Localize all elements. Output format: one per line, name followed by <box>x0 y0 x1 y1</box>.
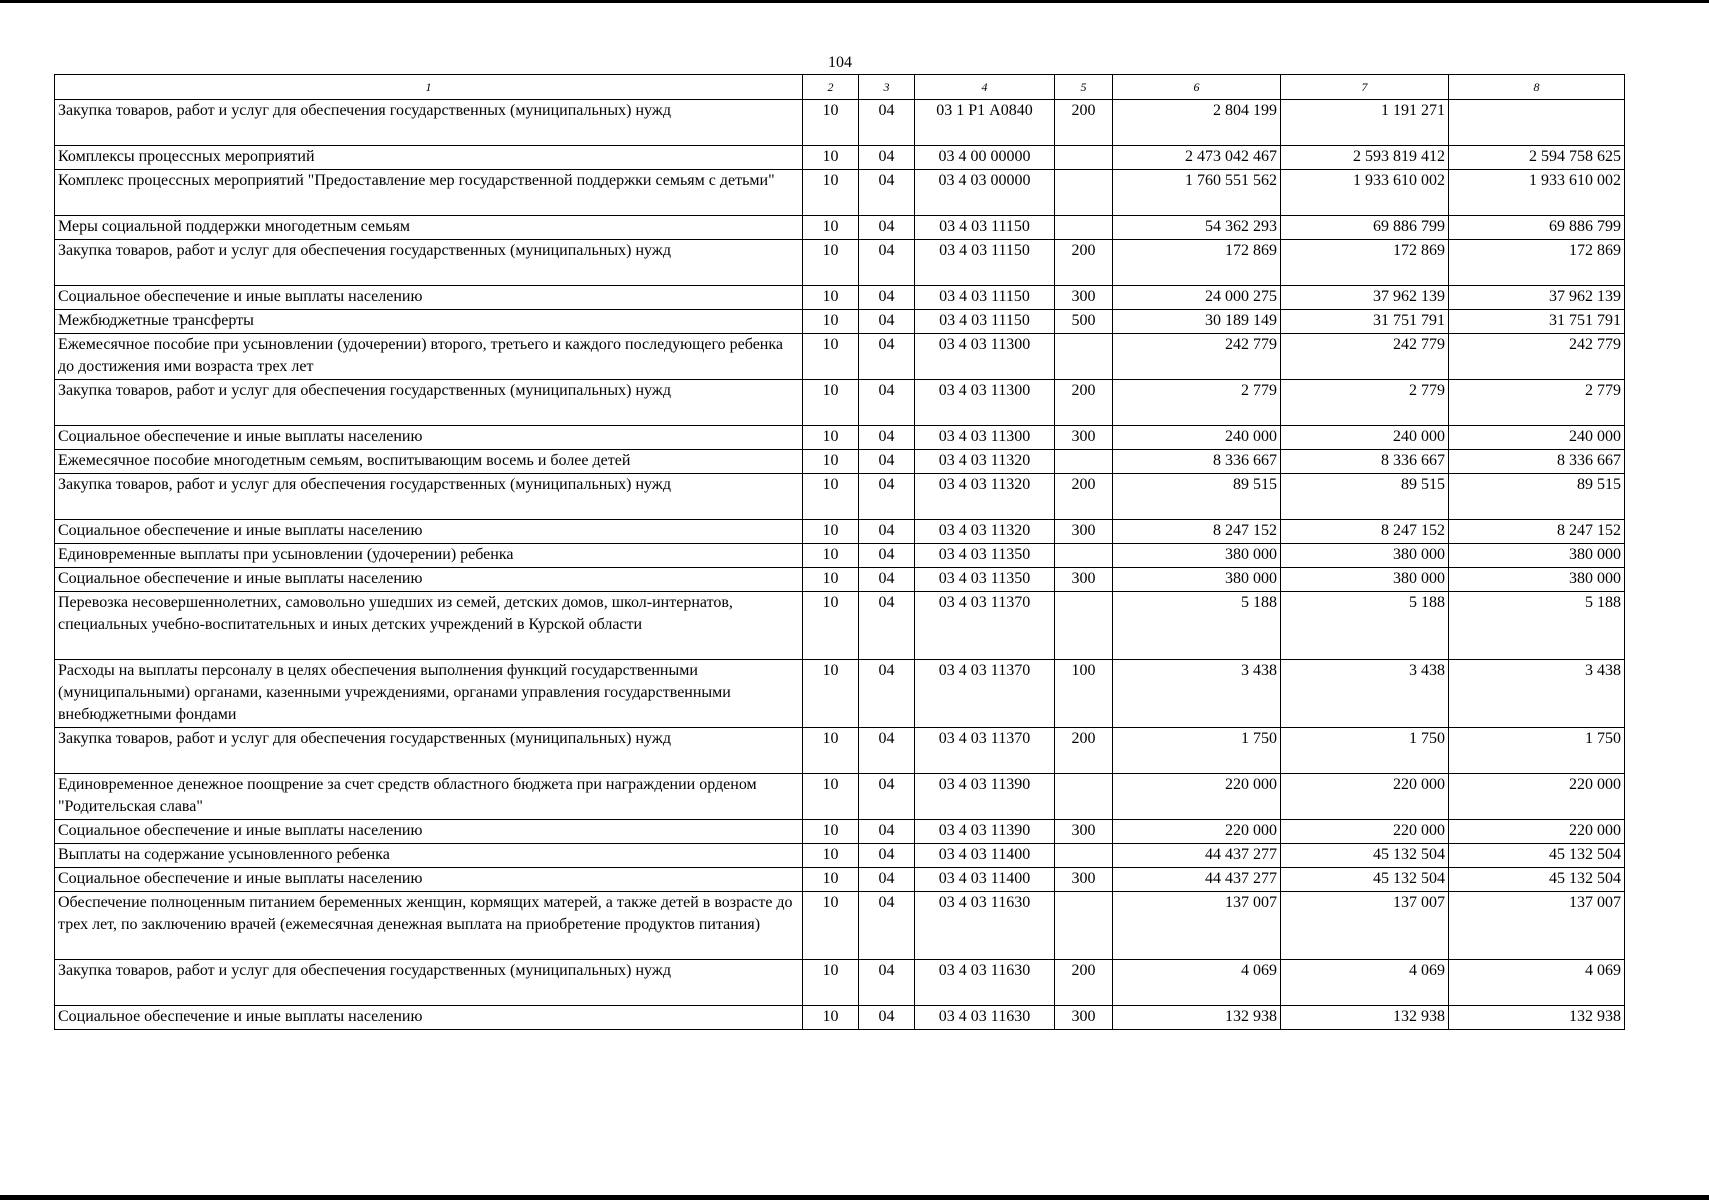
table-row <box>55 380 1625 426</box>
table-row <box>55 520 1625 544</box>
section-cell: 10 <box>803 544 859 568</box>
target-article-cell: 03 4 03 11320 <box>915 450 1055 474</box>
target-article-cell: 03 4 03 11400 <box>915 844 1055 868</box>
subsection-cell: 04 <box>859 286 915 310</box>
subsection-cell: 04 <box>859 426 915 450</box>
table-row <box>55 544 1625 568</box>
section-cell: 10 <box>803 844 859 868</box>
subsection-cell: 04 <box>859 1006 915 1030</box>
amount-col6-cell: 380 000 <box>1113 544 1281 568</box>
amount-col8-cell: 1 933 610 002 <box>1449 170 1625 216</box>
section-cell: 10 <box>803 728 859 774</box>
column-header: 6 <box>1113 75 1281 100</box>
target-article-cell: 03 4 00 00000 <box>915 146 1055 170</box>
subsection-cell: 04 <box>859 310 915 334</box>
row-name-cell: Единовременное денежное поощрение за счет средств областного бюджета при награждении орденом "Родительская слава" <box>55 774 803 820</box>
row-name-cell: Закупка товаров, работ и услуг для обеспечения государственных (муниципальных) нужд <box>55 474 803 520</box>
amount-col6-cell: 1 760 551 562 <box>1113 170 1281 216</box>
table-row <box>55 592 1625 660</box>
expense-type-cell: 200 <box>1055 240 1113 286</box>
row-name-cell: Закупка товаров, работ и услуг для обеспечения государственных (муниципальных) нужд <box>55 240 803 286</box>
amount-col8-cell: 242 779 <box>1449 334 1625 380</box>
table-row <box>55 960 1625 1006</box>
amount-col6-cell: 2 804 199 <box>1113 100 1281 146</box>
section-cell: 10 <box>803 960 859 1006</box>
amount-col7-cell: 31 751 791 <box>1281 310 1449 334</box>
expense-type-cell <box>1055 774 1113 820</box>
amount-col7-cell: 69 886 799 <box>1281 216 1449 240</box>
table-row <box>55 868 1625 892</box>
expense-type-cell <box>1055 544 1113 568</box>
amount-col6-cell: 54 362 293 <box>1113 216 1281 240</box>
column-header: 8 <box>1449 75 1625 100</box>
table-row <box>55 474 1625 520</box>
section-cell: 10 <box>803 520 859 544</box>
amount-col6-cell: 132 938 <box>1113 1006 1281 1030</box>
table-row <box>55 334 1625 380</box>
expense-type-cell: 200 <box>1055 380 1113 426</box>
amount-col7-cell: 2 593 819 412 <box>1281 146 1449 170</box>
subsection-cell: 04 <box>859 728 915 774</box>
row-name-cell: Ежемесячное пособие многодетным семьям, воспитывающим восемь и более детей <box>55 450 803 474</box>
row-name-cell: Расходы на выплаты персоналу в целях обеспечения выполнения функций государственными (муниципальными) органами, казенными учреждениями, органами управления государственными внебюджетными фондами <box>55 660 803 728</box>
target-article-cell: 03 4 03 11400 <box>915 868 1055 892</box>
row-name-cell: Меры социальной поддержки многодетным семьям <box>55 216 803 240</box>
subsection-cell: 04 <box>859 170 915 216</box>
subsection-cell: 04 <box>859 380 915 426</box>
row-name-cell: Закупка товаров, работ и услуг для обеспечения государственных (муниципальных) нужд <box>55 100 803 146</box>
subsection-cell: 04 <box>859 820 915 844</box>
table-row <box>55 426 1625 450</box>
subsection-cell: 04 <box>859 868 915 892</box>
subsection-cell: 04 <box>859 216 915 240</box>
amount-col7-cell: 89 515 <box>1281 474 1449 520</box>
amount-col6-cell: 24 000 275 <box>1113 286 1281 310</box>
row-name-cell: Социальное обеспечение и иные выплаты населению <box>55 568 803 592</box>
table-row <box>55 450 1625 474</box>
header-row <box>55 75 1625 100</box>
subsection-cell: 04 <box>859 474 915 520</box>
section-cell: 10 <box>803 100 859 146</box>
section-cell: 10 <box>803 568 859 592</box>
amount-col8-cell: 220 000 <box>1449 774 1625 820</box>
subsection-cell: 04 <box>859 774 915 820</box>
table-row <box>55 774 1625 820</box>
amount-col7-cell: 8 336 667 <box>1281 450 1449 474</box>
target-article-cell: 03 4 03 11350 <box>915 568 1055 592</box>
subsection-cell: 04 <box>859 240 915 286</box>
amount-col8-cell: 69 886 799 <box>1449 216 1625 240</box>
section-cell: 10 <box>803 1006 859 1030</box>
section-cell: 10 <box>803 474 859 520</box>
amount-col7-cell: 3 438 <box>1281 660 1449 728</box>
expense-type-cell: 300 <box>1055 868 1113 892</box>
expense-type-cell <box>1055 216 1113 240</box>
table-row <box>55 216 1625 240</box>
section-cell: 10 <box>803 450 859 474</box>
section-cell: 10 <box>803 426 859 450</box>
section-cell: 10 <box>803 592 859 660</box>
section-cell: 10 <box>803 892 859 960</box>
expense-type-cell: 500 <box>1055 310 1113 334</box>
amount-col6-cell: 4 069 <box>1113 960 1281 1006</box>
scan-border-bottom <box>0 1195 1709 1200</box>
amount-col7-cell: 2 779 <box>1281 380 1449 426</box>
amount-col6-cell: 2 473 042 467 <box>1113 146 1281 170</box>
target-article-cell: 03 4 03 11370 <box>915 728 1055 774</box>
amount-col7-cell: 242 779 <box>1281 334 1449 380</box>
amount-col7-cell: 1 750 <box>1281 728 1449 774</box>
target-article-cell: 03 1 Р1 А0840 <box>915 100 1055 146</box>
column-header: 7 <box>1281 75 1449 100</box>
expense-type-cell <box>1055 450 1113 474</box>
amount-col7-cell: 220 000 <box>1281 820 1449 844</box>
amount-col6-cell: 242 779 <box>1113 334 1281 380</box>
amount-col8-cell: 2 594 758 625 <box>1449 146 1625 170</box>
section-cell: 10 <box>803 820 859 844</box>
amount-col7-cell: 5 188 <box>1281 592 1449 660</box>
amount-col6-cell: 8 336 667 <box>1113 450 1281 474</box>
target-article-cell: 03 4 03 11630 <box>915 960 1055 1006</box>
amount-col8-cell: 3 438 <box>1449 660 1625 728</box>
amount-col8-cell: 8 247 152 <box>1449 520 1625 544</box>
budget-table <box>54 74 1625 1030</box>
amount-col6-cell: 8 247 152 <box>1113 520 1281 544</box>
subsection-cell: 04 <box>859 544 915 568</box>
subsection-cell: 04 <box>859 568 915 592</box>
scan-border-top <box>0 0 1709 3</box>
subsection-cell: 04 <box>859 660 915 728</box>
row-name-cell: Закупка товаров, работ и услуг для обеспечения государственных (муниципальных) нужд <box>55 728 803 774</box>
amount-col7-cell: 220 000 <box>1281 774 1449 820</box>
subsection-cell: 04 <box>859 146 915 170</box>
section-cell: 10 <box>803 216 859 240</box>
amount-col6-cell: 220 000 <box>1113 774 1281 820</box>
subsection-cell: 04 <box>859 520 915 544</box>
target-article-cell: 03 4 03 11370 <box>915 592 1055 660</box>
section-cell: 10 <box>803 380 859 426</box>
amount-col8-cell: 240 000 <box>1449 426 1625 450</box>
subsection-cell: 04 <box>859 100 915 146</box>
amount-col8-cell: 8 336 667 <box>1449 450 1625 474</box>
row-name-cell: Межбюджетные трансферты <box>55 310 803 334</box>
subsection-cell: 04 <box>859 960 915 1006</box>
target-article-cell: 03 4 03 11630 <box>915 1006 1055 1030</box>
row-name-cell: Обеспечение полноценным питанием беременных женщин, кормящих матерей, а также детей в возрасте до трех лет, по заключению врачей (ежемесячная денежная выплата на приобретение продуктов питания) <box>55 892 803 960</box>
section-cell: 10 <box>803 660 859 728</box>
expense-type-cell: 200 <box>1055 474 1113 520</box>
table-body <box>55 100 1625 1030</box>
row-name-cell: Закупка товаров, работ и услуг для обеспечения государственных (муниципальных) нужд <box>55 960 803 1006</box>
amount-col6-cell: 44 437 277 <box>1113 844 1281 868</box>
amount-col7-cell: 45 132 504 <box>1281 868 1449 892</box>
subsection-cell: 04 <box>859 334 915 380</box>
expense-type-cell: 300 <box>1055 286 1113 310</box>
table-row <box>55 568 1625 592</box>
target-article-cell: 03 4 03 11150 <box>915 286 1055 310</box>
amount-col7-cell: 1 191 271 <box>1281 100 1449 146</box>
expense-type-cell <box>1055 170 1113 216</box>
amount-col7-cell: 172 869 <box>1281 240 1449 286</box>
amount-col7-cell: 4 069 <box>1281 960 1449 1006</box>
amount-col7-cell: 240 000 <box>1281 426 1449 450</box>
target-article-cell: 03 4 03 11300 <box>915 426 1055 450</box>
table-row <box>55 310 1625 334</box>
target-article-cell: 03 4 03 11390 <box>915 774 1055 820</box>
expense-type-cell: 200 <box>1055 960 1113 1006</box>
target-article-cell: 03 4 03 11350 <box>915 544 1055 568</box>
table-row <box>55 1006 1625 1030</box>
expense-type-cell: 200 <box>1055 728 1113 774</box>
column-header: 1 <box>55 75 803 100</box>
amount-col8-cell: 45 132 504 <box>1449 844 1625 868</box>
amount-col7-cell: 137 007 <box>1281 892 1449 960</box>
target-article-cell: 03 4 03 11320 <box>915 520 1055 544</box>
row-name-cell: Закупка товаров, работ и услуг для обеспечения государственных (муниципальных) нужд <box>55 380 803 426</box>
section-cell: 10 <box>803 286 859 310</box>
row-name-cell: Единовременные выплаты при усыновлении (удочерении) ребенка <box>55 544 803 568</box>
amount-col8-cell: 380 000 <box>1449 568 1625 592</box>
section-cell: 10 <box>803 774 859 820</box>
table-row <box>55 892 1625 960</box>
amount-col7-cell: 45 132 504 <box>1281 844 1449 868</box>
amount-col8-cell: 45 132 504 <box>1449 868 1625 892</box>
section-cell: 10 <box>803 146 859 170</box>
amount-col6-cell: 380 000 <box>1113 568 1281 592</box>
table-row <box>55 286 1625 310</box>
subsection-cell: 04 <box>859 844 915 868</box>
target-article-cell: 03 4 03 11370 <box>915 660 1055 728</box>
page-number: 104 <box>828 54 852 71</box>
amount-col8-cell: 37 962 139 <box>1449 286 1625 310</box>
subsection-cell: 04 <box>859 450 915 474</box>
amount-col6-cell: 5 188 <box>1113 592 1281 660</box>
expense-type-cell <box>1055 146 1113 170</box>
row-name-cell: Социальное обеспечение и иные выплаты населению <box>55 820 803 844</box>
section-cell: 10 <box>803 240 859 286</box>
subsection-cell: 04 <box>859 592 915 660</box>
target-article-cell: 03 4 03 11150 <box>915 310 1055 334</box>
amount-col6-cell: 137 007 <box>1113 892 1281 960</box>
row-name-cell: Социальное обеспечение и иные выплаты населению <box>55 286 803 310</box>
amount-col7-cell: 8 247 152 <box>1281 520 1449 544</box>
amount-col8-cell: 2 779 <box>1449 380 1625 426</box>
amount-col8-cell: 380 000 <box>1449 544 1625 568</box>
expense-type-cell <box>1055 592 1113 660</box>
row-name-cell: Социальное обеспечение и иные выплаты населению <box>55 868 803 892</box>
amount-col8-cell: 31 751 791 <box>1449 310 1625 334</box>
amount-col6-cell: 44 437 277 <box>1113 868 1281 892</box>
table-row <box>55 820 1625 844</box>
table-row <box>55 660 1625 728</box>
amount-col6-cell: 3 438 <box>1113 660 1281 728</box>
table-row <box>55 146 1625 170</box>
target-article-cell: 03 4 03 11150 <box>915 240 1055 286</box>
amount-col6-cell: 89 515 <box>1113 474 1281 520</box>
amount-col6-cell: 220 000 <box>1113 820 1281 844</box>
row-name-cell: Социальное обеспечение и иные выплаты населению <box>55 520 803 544</box>
table-row <box>55 240 1625 286</box>
amount-col7-cell: 380 000 <box>1281 568 1449 592</box>
section-cell: 10 <box>803 310 859 334</box>
expense-type-cell <box>1055 334 1113 380</box>
expense-type-cell <box>1055 844 1113 868</box>
column-header: 5 <box>1055 75 1113 100</box>
column-header: 3 <box>859 75 915 100</box>
row-name-cell: Социальное обеспечение и иные выплаты населению <box>55 1006 803 1030</box>
target-article-cell: 03 4 03 11300 <box>915 334 1055 380</box>
amount-col8-cell: 132 938 <box>1449 1006 1625 1030</box>
section-cell: 10 <box>803 170 859 216</box>
amount-col7-cell: 380 000 <box>1281 544 1449 568</box>
amount-col7-cell: 37 962 139 <box>1281 286 1449 310</box>
amount-col7-cell: 1 933 610 002 <box>1281 170 1449 216</box>
target-article-cell: 03 4 03 11630 <box>915 892 1055 960</box>
expense-type-cell: 300 <box>1055 426 1113 450</box>
expense-type-cell: 300 <box>1055 568 1113 592</box>
amount-col8-cell: 1 750 <box>1449 728 1625 774</box>
amount-col8-cell: 5 188 <box>1449 592 1625 660</box>
target-article-cell: 03 4 03 00000 <box>915 170 1055 216</box>
amount-col6-cell: 1 750 <box>1113 728 1281 774</box>
expense-type-cell: 200 <box>1055 100 1113 146</box>
table-row <box>55 170 1625 216</box>
amount-col8-cell: 4 069 <box>1449 960 1625 1006</box>
amount-col8-cell: 89 515 <box>1449 474 1625 520</box>
expense-type-cell <box>1055 892 1113 960</box>
amount-col6-cell: 172 869 <box>1113 240 1281 286</box>
row-name-cell: Комплексы процессных мероприятий <box>55 146 803 170</box>
amount-col8-cell: 220 000 <box>1449 820 1625 844</box>
subsection-cell: 04 <box>859 892 915 960</box>
target-article-cell: 03 4 03 11150 <box>915 216 1055 240</box>
section-cell: 10 <box>803 334 859 380</box>
amount-col7-cell: 132 938 <box>1281 1006 1449 1030</box>
table-row <box>55 728 1625 774</box>
column-header: 2 <box>803 75 859 100</box>
target-article-cell: 03 4 03 11320 <box>915 474 1055 520</box>
amount-col8-cell: 172 869 <box>1449 240 1625 286</box>
expense-type-cell: 300 <box>1055 1006 1113 1030</box>
expense-type-cell: 300 <box>1055 520 1113 544</box>
amount-col8-cell: 137 007 <box>1449 892 1625 960</box>
row-name-cell: Социальное обеспечение и иные выплаты населению <box>55 426 803 450</box>
amount-col6-cell: 2 779 <box>1113 380 1281 426</box>
row-name-cell: Комплекс процессных мероприятий "Предоставление мер государственной поддержки семьям с детьми" <box>55 170 803 216</box>
expense-type-cell: 300 <box>1055 820 1113 844</box>
target-article-cell: 03 4 03 11300 <box>915 380 1055 426</box>
row-name-cell: Выплаты на содержание усыновленного ребенка <box>55 844 803 868</box>
section-cell: 10 <box>803 868 859 892</box>
row-name-cell: Перевозка несовершеннолетних, самовольно ушедших из семей, детских домов, школ-интернатов, специальных учебно-воспитательных и иных детских учреждений в Курской области <box>55 592 803 660</box>
amount-col8-cell <box>1449 100 1625 146</box>
table-row <box>55 100 1625 146</box>
row-name-cell: Ежемесячное пособие при усыновлении (удочерении) второго, третьего и каждого последующего ребенка до достижения ими возраста трех лет <box>55 334 803 380</box>
target-article-cell: 03 4 03 11390 <box>915 820 1055 844</box>
table-row <box>55 844 1625 868</box>
expense-type-cell: 100 <box>1055 660 1113 728</box>
column-header: 4 <box>915 75 1055 100</box>
amount-col6-cell: 30 189 149 <box>1113 310 1281 334</box>
amount-col6-cell: 240 000 <box>1113 426 1281 450</box>
